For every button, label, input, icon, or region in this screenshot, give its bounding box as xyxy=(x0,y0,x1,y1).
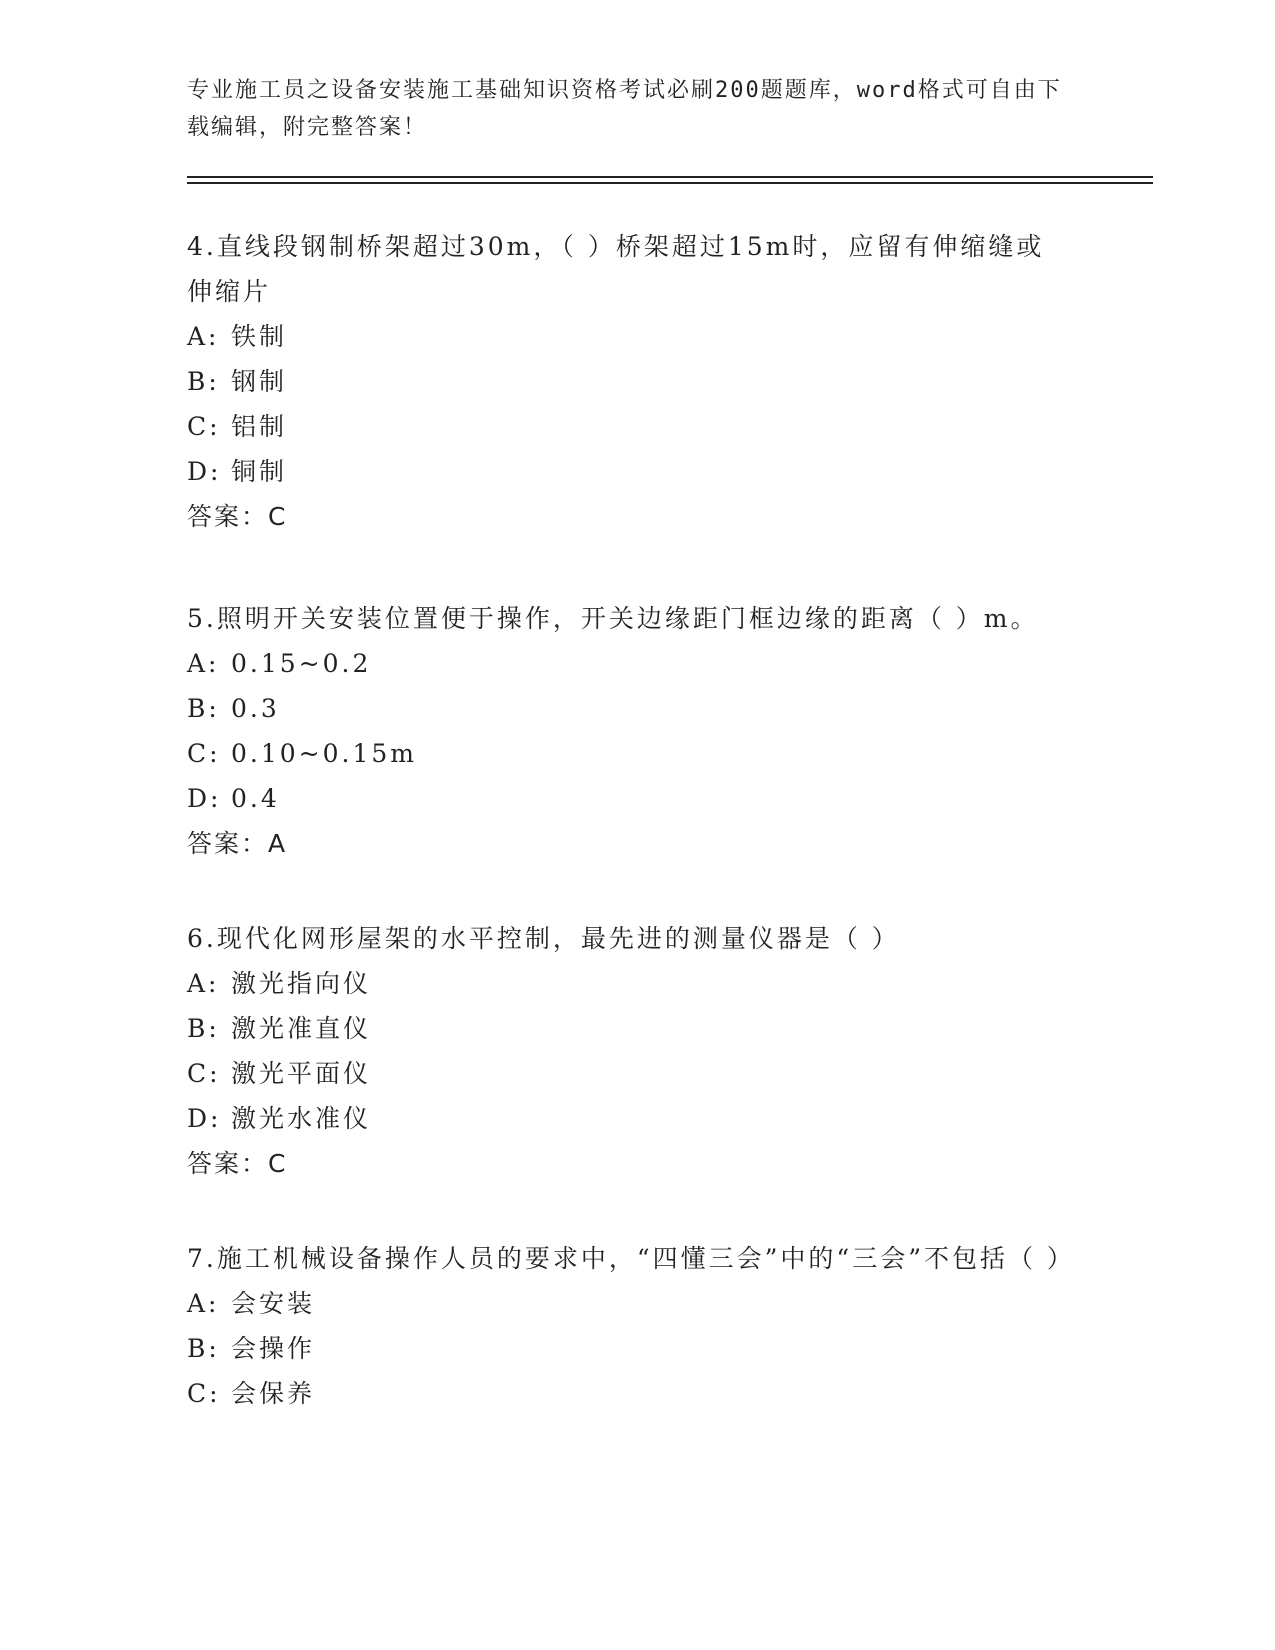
option-text: 会操作 xyxy=(231,1334,316,1363)
option-letter: B: xyxy=(187,1334,220,1363)
option-text: 0.3 xyxy=(231,694,280,723)
question-block xyxy=(187,596,1067,866)
option-letter: D: xyxy=(187,1104,222,1133)
option-text: 会安装 xyxy=(231,1289,316,1318)
option-c xyxy=(187,404,1067,449)
option-letter: C: xyxy=(187,412,221,441)
option-a xyxy=(187,314,1067,359)
option-letter: B: xyxy=(187,1014,220,1043)
option-b xyxy=(187,1006,1067,1051)
option-letter: A: xyxy=(187,969,220,998)
option-c xyxy=(187,731,1067,776)
option-a xyxy=(187,641,1067,686)
header-divider-top xyxy=(187,176,1153,178)
option-letter: C: xyxy=(187,1059,221,1088)
option-text: 激光准直仪 xyxy=(231,1014,372,1043)
answer-line: 答案：C xyxy=(187,1149,288,1178)
question-block xyxy=(187,1236,1075,1416)
answer-line: 答案：C xyxy=(187,502,288,531)
option-c xyxy=(187,1051,1067,1096)
option-text: 钢制 xyxy=(231,367,288,396)
option-b xyxy=(187,1326,1067,1371)
option-a xyxy=(187,1281,1067,1326)
option-text: 激光平面仪 xyxy=(231,1059,372,1088)
option-letter: B: xyxy=(187,694,220,723)
option-b xyxy=(187,359,1067,404)
option-letter: C: xyxy=(187,739,221,768)
option-letter: C: xyxy=(187,1379,221,1408)
option-letter: A: xyxy=(187,649,220,678)
option-letter: B: xyxy=(187,367,220,396)
header-divider-bottom xyxy=(187,182,1153,184)
option-letter: A: xyxy=(187,322,220,351)
option-d xyxy=(187,449,1067,494)
option-c xyxy=(187,1371,1067,1416)
option-d xyxy=(187,1096,1067,1141)
option-text: 激光指向仪 xyxy=(231,969,372,998)
option-letter: D: xyxy=(187,457,222,486)
option-text: 铁制 xyxy=(231,322,288,351)
option-text: 会保养 xyxy=(231,1379,316,1408)
question-stem: 7.施工机械设备操作人员的要求中，“四懂三会”中的“三会”不包括（ ） xyxy=(187,1244,1075,1273)
option-d xyxy=(187,776,1067,821)
option-text: 铝制 xyxy=(231,412,288,441)
option-b xyxy=(187,686,1067,731)
option-text: 激光水准仪 xyxy=(231,1104,372,1133)
option-text: 铜制 xyxy=(231,457,288,486)
document-header: 专业施工员之设备安装施工基础知识资格考试必刷200题题库，word格式可自由下载编辑，附完整答案！ xyxy=(187,78,1062,140)
question-block xyxy=(187,916,1067,1186)
option-a xyxy=(187,961,1067,1006)
question-stem: 5.照明开关安装位置便于操作，开关边缘距门框边缘的距离（ ）m。 xyxy=(187,604,1039,633)
question-stem: 4.直线段钢制桥架超过30m，（ ）桥架超过15m时，应留有伸缩缝或伸缩片 xyxy=(187,232,1045,306)
option-text: 0.10~0.15m xyxy=(231,739,417,768)
option-text: 0.15~0.2 xyxy=(231,649,372,678)
question-block xyxy=(187,224,1067,539)
option-text: 0.4 xyxy=(231,784,280,813)
answer-line: 答案：A xyxy=(187,829,288,858)
question-stem: 6.现代化网形屋架的水平控制，最先进的测量仪器是（ ） xyxy=(187,924,900,953)
option-letter: A: xyxy=(187,1289,220,1318)
option-letter: D: xyxy=(187,784,222,813)
